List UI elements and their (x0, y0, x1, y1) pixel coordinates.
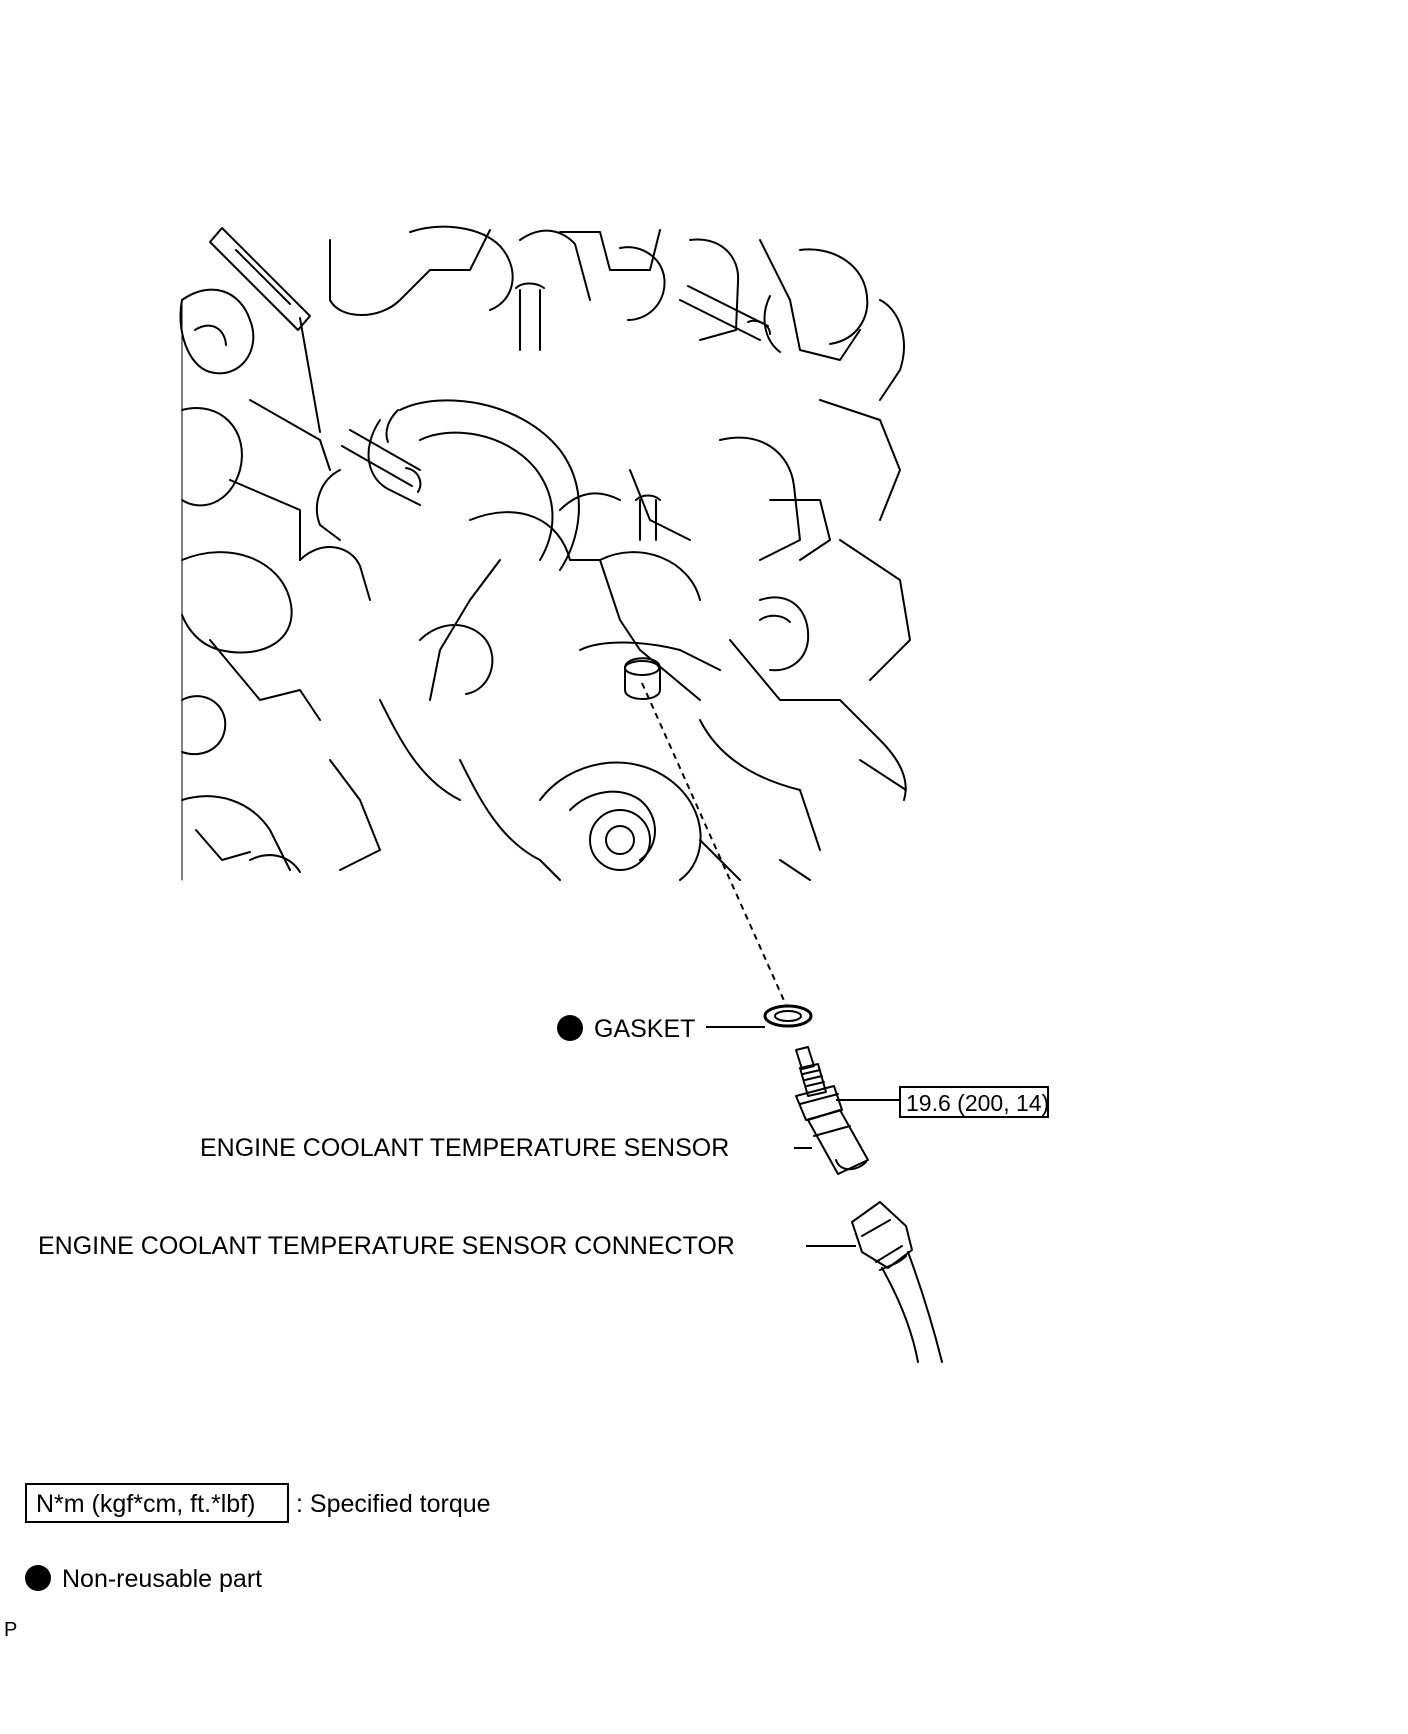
sensor-label: ENGINE COOLANT TEMPERATURE SENSOR (200, 1134, 730, 1162)
gasket-part (765, 1006, 811, 1026)
installation-centerline (642, 683, 786, 1005)
corner-mark: P (4, 1619, 18, 1641)
engine-illustration (180, 227, 910, 880)
legend-non-reusable-desc: Non-reusable part (62, 1565, 263, 1593)
non-reusable-icon (557, 1015, 583, 1041)
connector-label: ENGINE COOLANT TEMPERATURE SENSOR CONNECTOR (38, 1232, 735, 1260)
legend-torque-desc: : Specified torque (296, 1490, 491, 1518)
sensor-connector-part (852, 1202, 942, 1362)
torque-value: 19.6 (200, 14) (906, 1090, 1050, 1116)
legend-non-reusable-icon (25, 1565, 51, 1591)
gasket-label: GASKET (594, 1015, 696, 1043)
coolant-temperature-sensor-part (796, 1047, 868, 1174)
legend-torque-units: N*m (kgf*cm, ft.*lbf) (36, 1490, 256, 1518)
